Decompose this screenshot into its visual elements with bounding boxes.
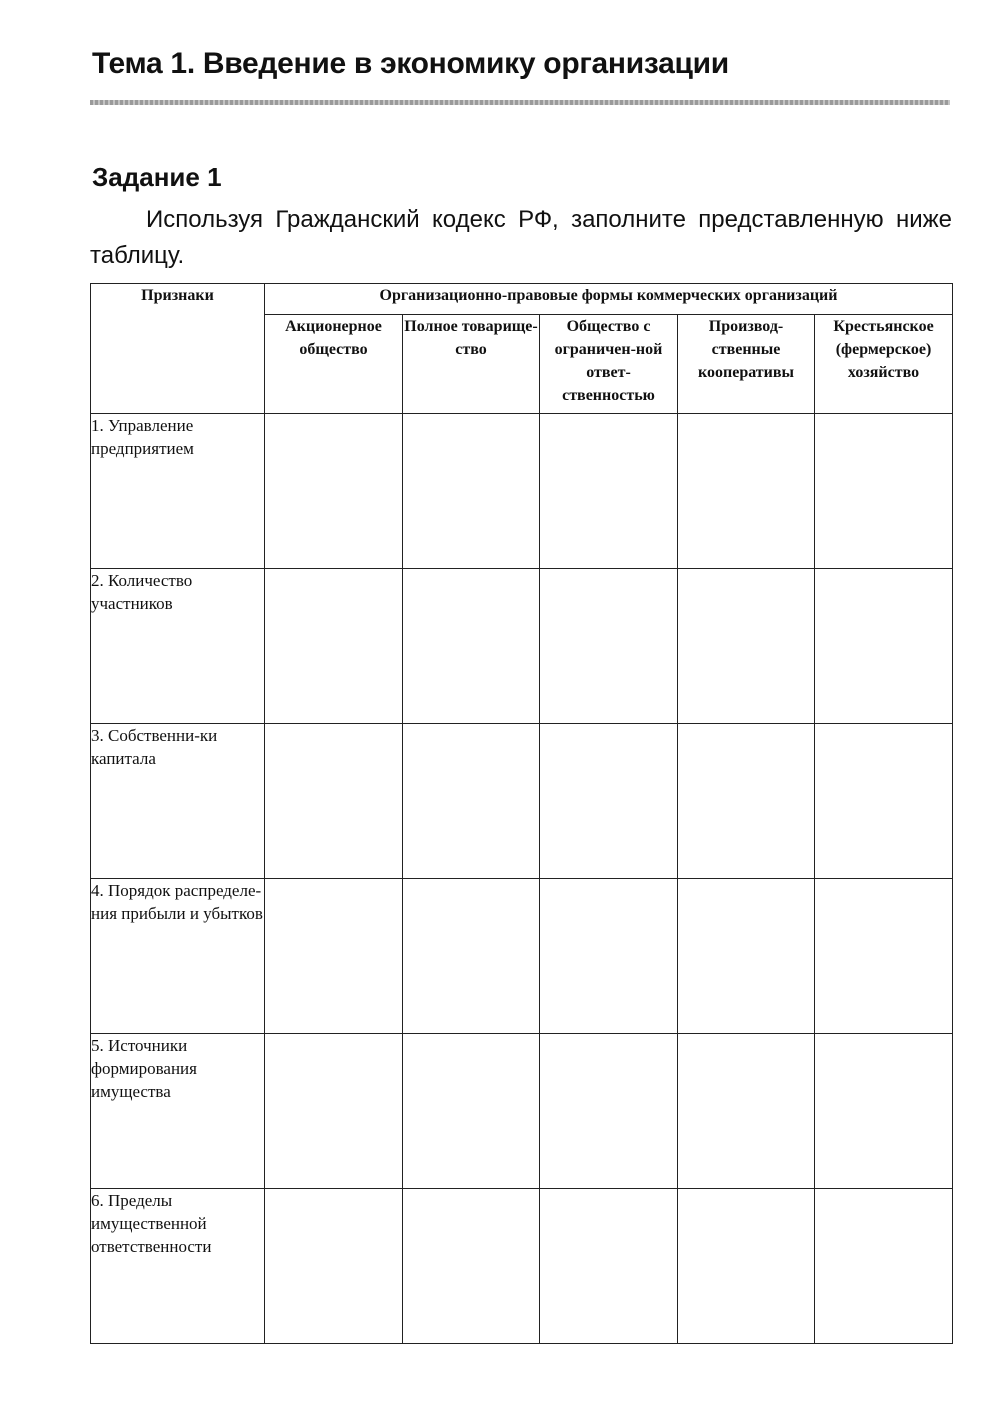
answer-cell — [403, 569, 540, 724]
table-row — [91, 724, 953, 879]
answer-cell — [815, 569, 953, 724]
answer-cell — [678, 879, 815, 1034]
column-header-general-partnership: Полное товарище-ство — [403, 315, 540, 414]
table-row — [91, 414, 953, 569]
answer-cell — [540, 879, 678, 1034]
table-row — [91, 569, 953, 724]
table-row — [91, 1189, 953, 1344]
answer-cell — [678, 724, 815, 879]
features-column-header: Признаки — [91, 284, 265, 414]
column-header-farm-enterprise: Крестьянское (фермерское) хозяйство — [815, 315, 953, 414]
answer-cell — [540, 724, 678, 879]
column-header-joint-stock-company: Акционерное общество — [265, 315, 403, 414]
answer-cell — [265, 569, 403, 724]
row-label: 4. Порядок распределе-ния прибыли и убытков — [91, 879, 265, 1034]
answer-cell — [265, 1189, 403, 1344]
column-header-production-cooperatives: Производ-ственные кооперативы — [678, 315, 815, 414]
answer-cell — [815, 414, 953, 569]
topic-title: Тема 1. Введение в экономику организации — [92, 47, 729, 80]
answer-cell — [540, 569, 678, 724]
table-row — [91, 879, 953, 1034]
legal-forms-group-header: Организационно-правовые формы коммерческих организаций — [265, 284, 953, 315]
answer-cell — [678, 569, 815, 724]
task-instruction: Используя Гражданский кодекс РФ, заполните представленную ниже таблицу. — [90, 206, 952, 269]
answer-cell — [265, 1034, 403, 1189]
column-header-llc: Общество с ограничен-ной ответ-ственностью — [540, 315, 678, 414]
answer-cell — [403, 724, 540, 879]
answer-cell — [678, 1034, 815, 1189]
table-row — [91, 1034, 953, 1189]
answer-cell — [540, 414, 678, 569]
answer-cell — [540, 1189, 678, 1344]
answer-cell — [815, 724, 953, 879]
answer-cell — [540, 1034, 678, 1189]
answer-cell — [678, 1189, 815, 1344]
answer-cell — [403, 1189, 540, 1344]
answer-cell — [265, 879, 403, 1034]
row-label: 6. Пределы имущественной ответственности — [91, 1189, 265, 1344]
answer-cell — [265, 414, 403, 569]
answer-cell — [403, 414, 540, 569]
row-label: 3. Собственни-ки капитала — [91, 724, 265, 879]
answer-cell — [403, 1034, 540, 1189]
answer-cell — [265, 724, 403, 879]
answer-cell — [678, 414, 815, 569]
task-title: Задание 1 — [92, 162, 222, 192]
fill-in-table — [90, 283, 953, 1344]
row-label: 1. Управление предприятием — [91, 414, 265, 569]
answer-cell — [815, 879, 953, 1034]
answer-cell — [403, 879, 540, 1034]
title-divider — [90, 100, 950, 105]
row-label: 2. Количество участников — [91, 569, 265, 724]
row-label: 5. Источники формирования имущества — [91, 1034, 265, 1189]
answer-cell — [815, 1189, 953, 1344]
answer-cell — [815, 1034, 953, 1189]
